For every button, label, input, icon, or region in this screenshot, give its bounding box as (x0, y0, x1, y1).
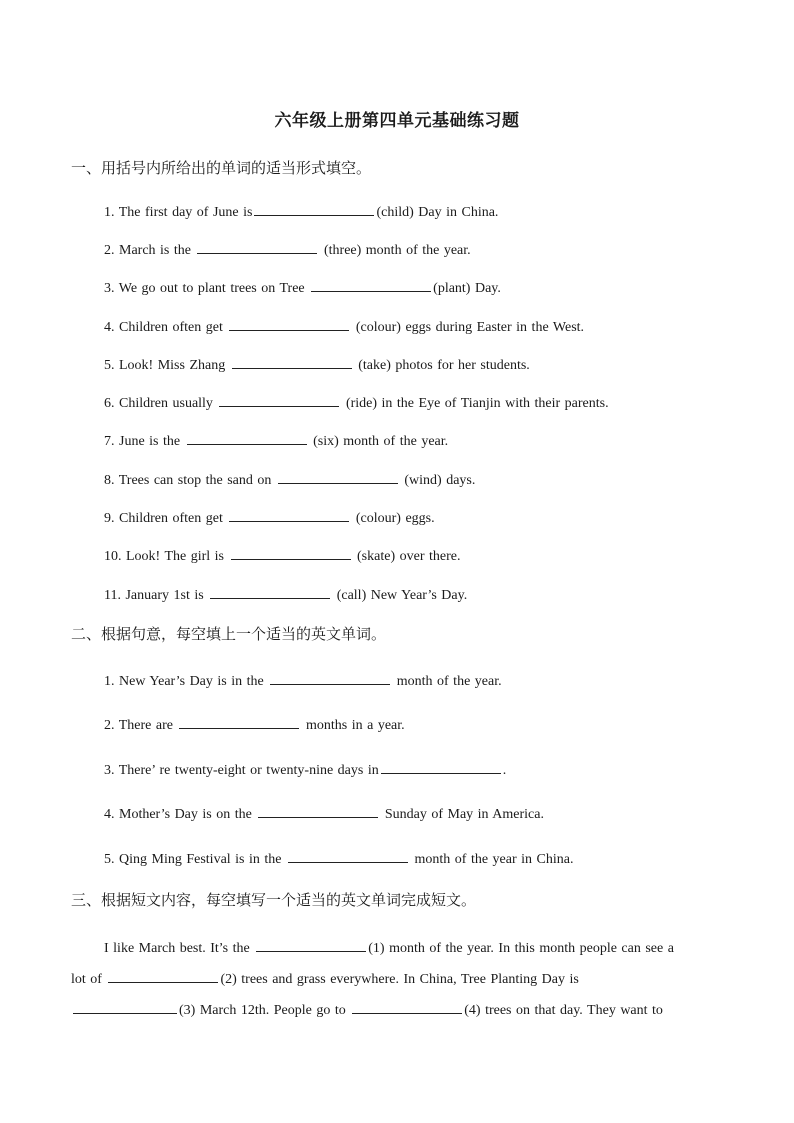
answer-blank[interactable] (187, 430, 307, 445)
answer-blank[interactable] (232, 354, 352, 369)
answer-blank[interactable] (179, 714, 299, 729)
section1-item-3: 3. We go out to plant trees on Tree (plant) Day. (104, 277, 501, 297)
answer-blank[interactable] (197, 239, 317, 254)
answer-blank-3[interactable] (73, 999, 177, 1014)
answer-blank[interactable] (278, 469, 398, 484)
section1-item-10: 10. Look! The girl is (skate) over there. (104, 545, 460, 565)
section1-item-8: 8. Trees can stop the sand on (wind) days. (104, 469, 475, 489)
section2-heading: 二、根据句意，每空填上一个适当的英文单词。 (71, 625, 387, 643)
section2-item-2: 2. There are months in a year. (104, 714, 405, 734)
section2-item-3: 3. There’ re twenty-eight or twenty-nine days in . (104, 759, 506, 779)
section1-item-4: 4. Children often get (colour) eggs during Easter in the West. (104, 316, 584, 336)
answer-blank-4[interactable] (352, 999, 462, 1014)
answer-blank[interactable] (258, 803, 378, 818)
answer-blank-1[interactable] (256, 937, 366, 952)
answer-blank[interactable] (219, 392, 339, 407)
section1-item-7: 7. June is the (six) month of the year. (104, 430, 448, 450)
answer-blank[interactable] (231, 545, 351, 560)
answer-blank[interactable] (210, 584, 330, 599)
section2-item-5: 5. Qing Ming Festival is in the month of the year in China. (104, 848, 573, 868)
passage-line-1: I like March best. It’s the (1) month of the year. In this month people can see a (104, 937, 674, 957)
section1-item-1: 1. The first day of June is (child) Day in China. (104, 201, 498, 221)
answer-blank[interactable] (270, 670, 390, 685)
worksheet-title: 六年级上册第四单元基础练习题 (274, 111, 520, 131)
answer-blank[interactable] (229, 316, 349, 331)
answer-blank[interactable] (381, 759, 501, 774)
section1-item-6: 6. Children usually (ride) in the Eye of Tianjin with their parents. (104, 392, 609, 412)
section1-item-9: 9. Children often get (colour) eggs. (104, 507, 435, 527)
answer-blank[interactable] (311, 277, 431, 292)
section2-item-4: 4. Mother’s Day is on the Sunday of May in America. (104, 803, 544, 823)
answer-blank-2[interactable] (108, 968, 218, 983)
section2-item-1: 1. New Year’s Day is in the month of the year. (104, 670, 502, 690)
answer-blank[interactable] (254, 201, 374, 216)
answer-blank[interactable] (229, 507, 349, 522)
section1-item-2: 2. March is the (three) month of the year. (104, 239, 471, 259)
section3-heading: 三、根据短文内容，每空填写一个适当的英文单词完成短文。 (71, 891, 477, 909)
answer-blank[interactable] (288, 848, 408, 863)
passage-line-2: lot of (2) trees and grass everywhere. In China, Tree Planting Day is (71, 968, 579, 988)
passage-line-3: (3) March 12th. People go to (4) trees on that day. They want to (71, 999, 663, 1019)
section1-item-11: 11. January 1st is (call) New Year’s Day. (104, 584, 467, 604)
section1-heading: 一、用括号内所给出的单词的适当形式填空。 (71, 159, 372, 177)
section1-item-5: 5. Look! Miss Zhang (take) photos for her students. (104, 354, 530, 374)
